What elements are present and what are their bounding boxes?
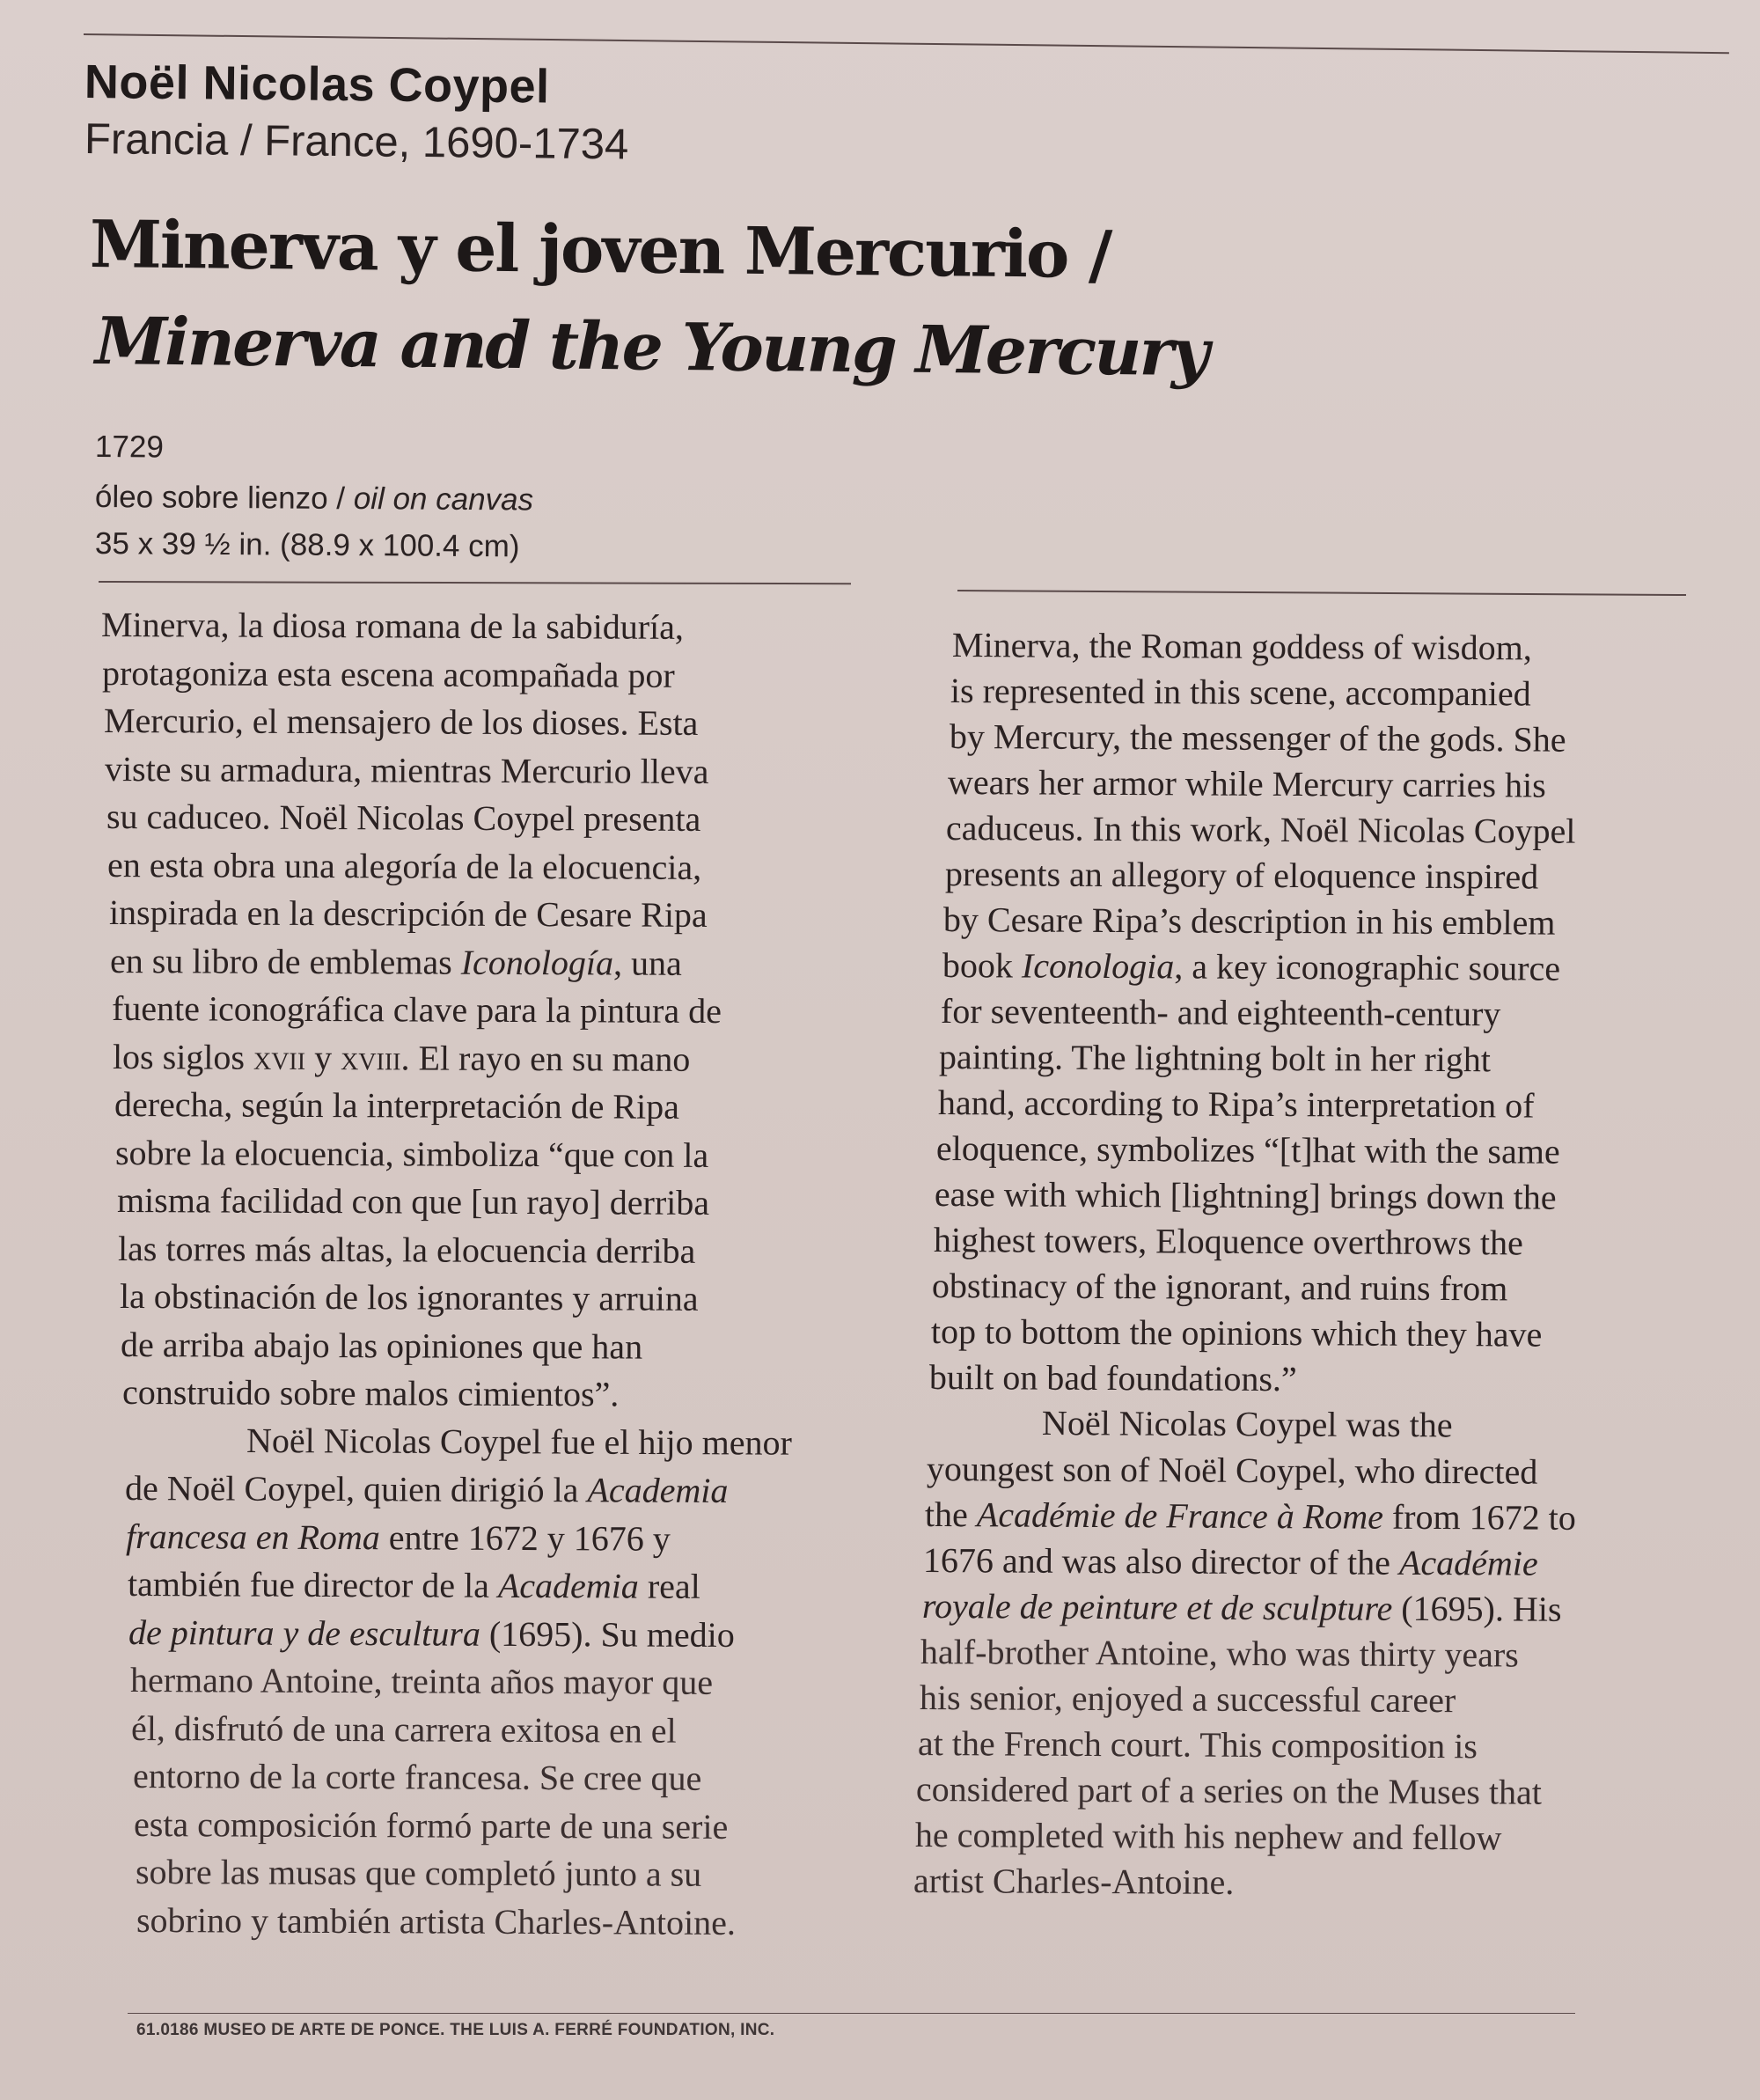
english-paragraph-line: artist Charles-Antoine. (913, 1861, 1235, 1902)
english-paragraph-line: built on bad foundations.” (928, 1357, 1297, 1399)
english-paragraph-line: wears her armor while Mercury carries his (947, 762, 1546, 805)
spanish-paragraph-line: construido sobre malos cimientos”. (121, 1372, 620, 1414)
english-paragraph-line: top to bottom the opinions which they have (930, 1311, 1543, 1355)
spanish-paragraph-line: en su libro de emblemas Iconología, una (110, 940, 683, 983)
english-paragraph-line: Minerva, the Roman goddess of wisdom, (951, 625, 1532, 668)
spanish-paragraph-line: inspirada en la descripción de Cesare Ripa (108, 892, 708, 935)
artwork-title-spanish: Minerva y el joven Mercurio / (89, 207, 1111, 294)
spanish-paragraph-line: la obstinación de los ignorantes y arruina (119, 1276, 699, 1318)
english-paragraph-line: at the French court. This composition is (917, 1723, 1478, 1766)
spanish-paragraph-line: fuente iconográfica clave para la pintura de (111, 988, 722, 1032)
english-paragraph-line: book Iconologia, a key iconographic source (942, 945, 1560, 988)
medium-spanish: óleo sobre lienzo / (94, 480, 354, 517)
artwork-dimensions: 35 x 39 ½ in. (88.9 x 100.4 cm) (94, 526, 520, 564)
english-paragraph-line: his senior, enjoyed a successful career (919, 1678, 1456, 1721)
spanish-paragraph-line: protagoniza esta escena acompañada por (102, 652, 676, 695)
spanish-paragraph-line: entorno de la corte francesa. Se cree que (132, 1756, 701, 1798)
artist-origin: Francia / France, 1690-1734 (84, 115, 629, 169)
english-paragraph-line: is represented in this scene, accompanied (950, 671, 1532, 714)
english-paragraph-line: painting. The lightning bolt in her right (939, 1037, 1492, 1080)
english-paragraph-line: by Cesare Ripa’s description in his emblem (943, 899, 1556, 943)
english-paragraph-line: half-brother Antoine, who was thirty years (920, 1632, 1520, 1675)
spanish-paragraph-line: los siglos xvii y xviii. El rayo en su mano (113, 1036, 691, 1079)
spanish-paragraph-line: viste su armadura, mientras Mercurio lleva (105, 748, 709, 791)
spanish-paragraph-line: de pintura y de escultura (1695). Su medio (128, 1612, 736, 1655)
spanish-paragraph-line: derecha, según la interpretación de Ripa (114, 1084, 679, 1127)
english-paragraph-line: highest towers, Eloquence overthrows the (933, 1220, 1523, 1263)
spanish-paragraph-line: su caduceo. Noël Nicolas Coypel presenta (106, 797, 701, 839)
bottom-divider (128, 2013, 1575, 2014)
spanish-paragraph-line: en esta obra una alegoría de la elocuencia, (107, 844, 702, 887)
spanish-paragraph-line: él, disfrutó de una carrera exitosa en el (130, 1707, 677, 1751)
english-paragraph-line: caduceus. In this work, Noël Nicolas Coypel (946, 808, 1576, 851)
english-paragraph-line: Noël Nicolas Coypel was the (1042, 1403, 1453, 1445)
english-paragraph-line: eloquence, symbolizes “[t]hat with the same (935, 1128, 1560, 1171)
spanish-paragraph-line: francesa en Roma entre 1672 y 1676 y (126, 1516, 671, 1559)
english-paragraph-line: by Mercury, the messenger of the gods. She (949, 716, 1566, 760)
spanish-paragraph-line: misma facilidad con que [un rayo] derriba (116, 1180, 709, 1223)
spanish-paragraph-line: sobre la elocuencia, simboliza “que con la (115, 1132, 709, 1175)
spanish-paragraph-line: las torres más altas, la elocuencia derriba (118, 1228, 696, 1271)
spanish-paragraph-line: sobrino y también artista Charles-Antoine. (136, 1899, 737, 1942)
english-paragraph-line: presents an allegory of eloquence inspired (944, 854, 1539, 897)
spanish-paragraph-line: hermano Antoine, treinta años mayor que (129, 1660, 713, 1702)
english-paragraph-line: obstinacy of the ignorant, and ruins from (932, 1266, 1508, 1309)
spanish-paragraph-line: también fue director de la Academia real (127, 1564, 700, 1606)
english-paragraph-line: he completed with his nephew and fellow (914, 1815, 1502, 1858)
spanish-paragraph-line: esta composición formó parte de una serie (133, 1803, 729, 1847)
spanish-paragraph-line: de Noël Coypel, quien dirigió la Academia (124, 1468, 729, 1510)
spanish-paragraph-line: de arriba abajo las opiniones que han (121, 1324, 643, 1367)
artwork-title-english: Minerva and the Young Mercury (94, 304, 1208, 392)
spanish-paragraph-line: Mercurio, el mensajero de los dioses. Esta (103, 701, 699, 743)
english-paragraph-line: considered part of a series on the Muses that (916, 1769, 1543, 1812)
english-paragraph-line: hand, according to Ripa’s interpretation of (937, 1083, 1535, 1126)
english-paragraph-line: for seventeenth- and eighteenth-century (940, 991, 1501, 1034)
english-paragraph-line: ease with which [lightning] brings down the (935, 1174, 1558, 1217)
artwork-date: 1729 (94, 430, 165, 465)
credit-line: 61.0186 MUSEO DE ARTE DE PONCE. THE LUIS A. FERRÉ FOUNDATION, INC. (136, 2021, 775, 2039)
english-paragraph-line: 1676 and was also director of the Académie (923, 1540, 1539, 1583)
english-paragraph-line: the Académie de France à Rome from 1672 to (924, 1494, 1576, 1538)
spanish-paragraph-line: Noël Nicolas Coypel fue el hijo menor (246, 1420, 793, 1463)
english-paragraph-line: youngest son of Noël Coypel, who directed (926, 1449, 1538, 1492)
english-paragraph-line: royale de peinture et de sculpture (1695). His (921, 1586, 1562, 1629)
spanish-paragraph-line: sobre las musas que completó junto a su (135, 1852, 701, 1894)
medium-english: oil on canvas (353, 481, 534, 518)
artist-name: Noël Nicolas Coypel (84, 55, 550, 114)
spanish-paragraph-line: Minerva, la diosa romana de la sabiduría, (100, 605, 685, 647)
